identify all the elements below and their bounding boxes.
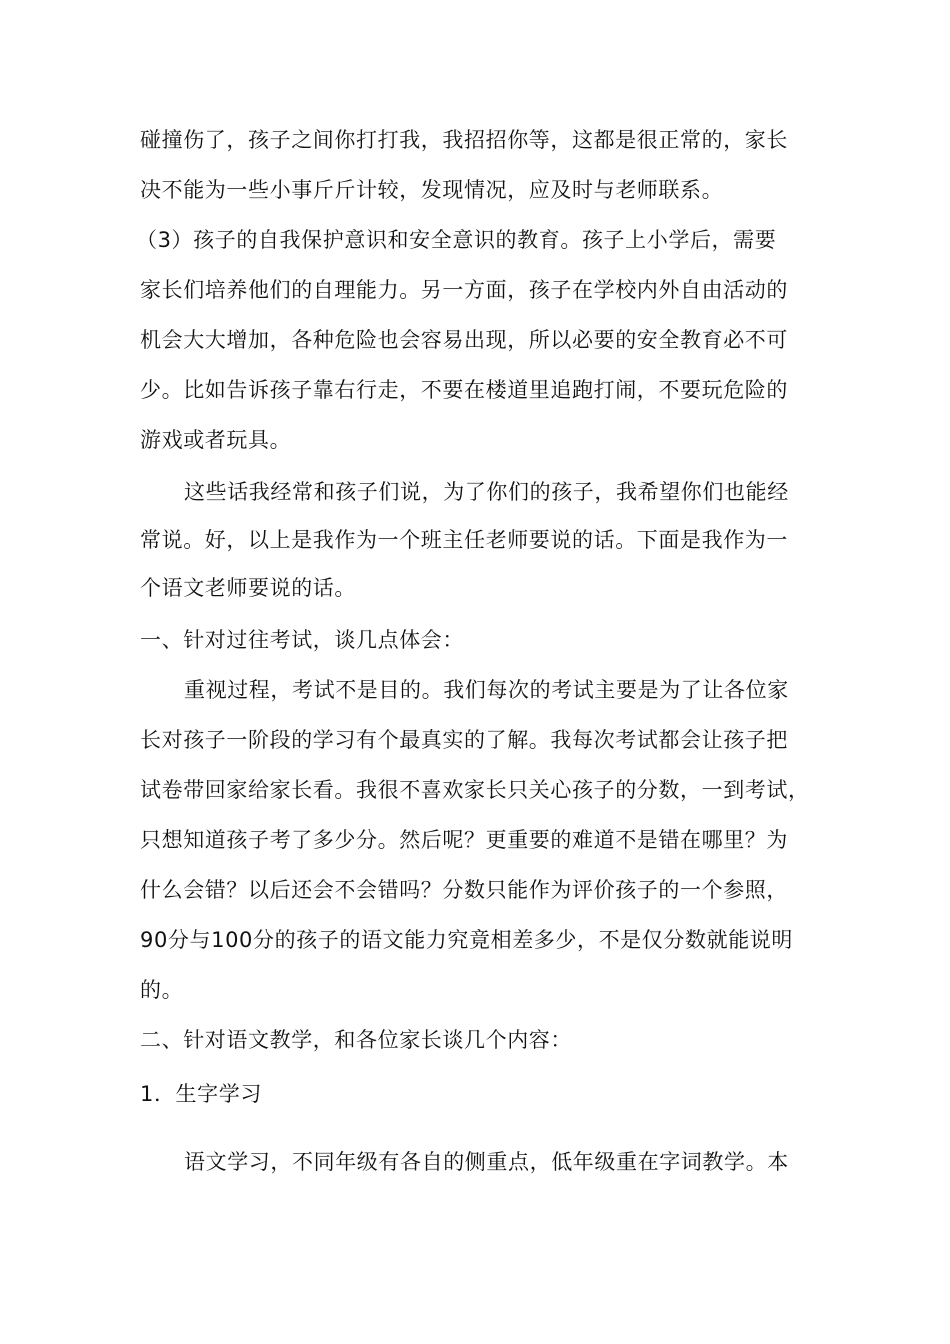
- paragraph-line: 的。: [140, 978, 184, 1002]
- paragraph-line: 试卷带回家给家长看。我很不喜欢家长只关心孩子的分数，一到考试，: [140, 778, 810, 802]
- paragraph-line: 决不能为一些小事斤斤计较，发现情况，应及时与老师联系。: [140, 178, 724, 202]
- paragraph-line: 90分与100分的孩子的语文能力究竟相差多少，不是仅分数就能说明: [140, 928, 794, 952]
- paragraph-line: 碰撞伤了，孩子之间你打打我，我招招你等，这都是很正常的，家长: [140, 128, 788, 152]
- paragraph-line: 长对孩子一阶段的学习有个最真实的了解。我每次考试都会让孩子把: [140, 728, 788, 752]
- paragraph-line: 常说。好，以上是我作为一个班主任老师要说的话。下面是我作为一: [140, 528, 788, 552]
- paragraph-line: 个语文老师要说的话。: [140, 576, 356, 600]
- section-heading: 二、针对语文教学，和各位家长谈几个内容：: [140, 1028, 572, 1052]
- paragraph-line: （3）孩子的自我保护意识和安全意识的教育。孩子上小学后，需要: [136, 228, 777, 252]
- paragraph-line: 重视过程，考试不是目的。我们每次的考试主要是为了让各位家: [184, 678, 789, 702]
- paragraph-line: 游戏或者玩具。: [140, 428, 292, 452]
- paragraph-line: 少。比如告诉孩子靠右行走，不要在楼道里追跑打闹，不要玩危险的: [140, 378, 788, 402]
- paragraph-line: 语文学习，不同年级有各自的侧重点，低年级重在字词教学。本: [184, 1150, 789, 1174]
- subsection-heading: 1．生字学习: [140, 1082, 262, 1106]
- paragraph-line: 家长们培养他们的自理能力。另一方面，孩子在学校内外自由活动的: [140, 278, 788, 302]
- paragraph-line: 机会大大增加，各种危险也会容易出现，所以必要的安全教育必不可: [140, 328, 788, 352]
- paragraph-line: 只想知道孩子考了多少分。然后呢？更重要的难道不是错在哪里？为: [140, 828, 788, 852]
- paragraph-line: 什么会错？以后还会不会错吗？分数只能作为评价孩子的一个参照，: [140, 878, 788, 902]
- paragraph-line: 这些话我经常和孩子们说，为了你们的孩子，我希望你们也能经: [184, 480, 789, 504]
- section-heading: 一、针对过往考试，谈几点体会：: [140, 628, 464, 652]
